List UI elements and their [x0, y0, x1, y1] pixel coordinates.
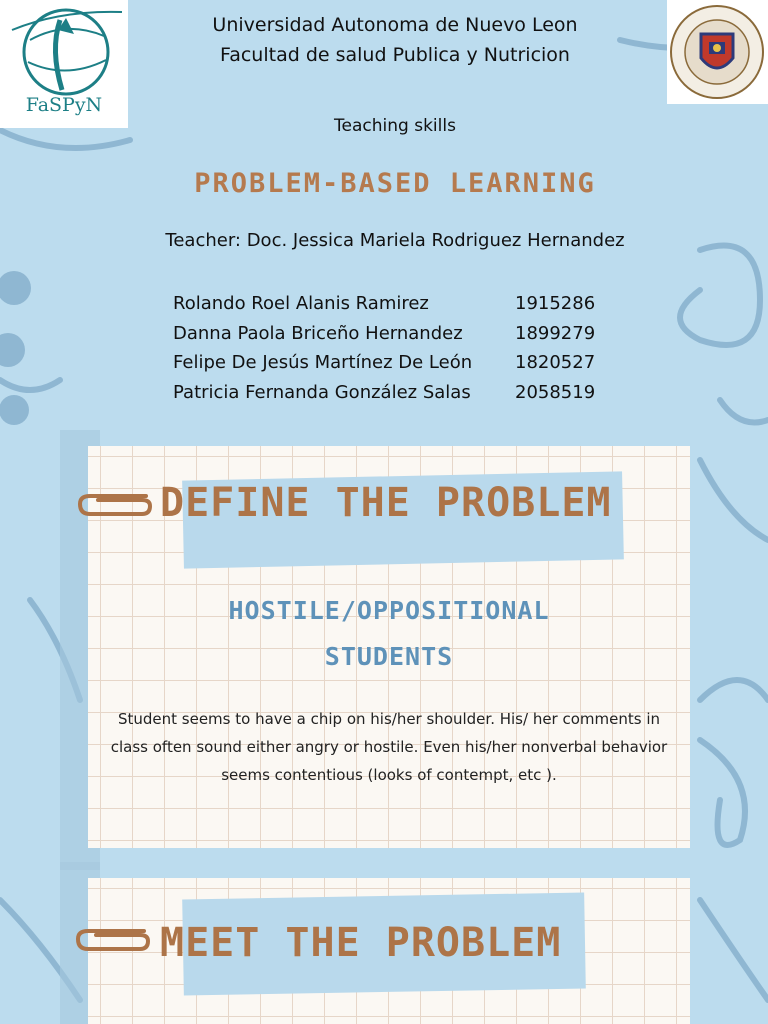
student-name: Felipe De Jesús Martínez De León	[173, 352, 473, 374]
student-name: Danna Paola Briceño Hernandez	[173, 322, 463, 344]
paperclip-icon	[74, 915, 154, 959]
faspyn-logo-text: FaSPyN	[25, 94, 103, 116]
university-name: Universidad Autonoma de Nuevo Leon	[212, 14, 578, 36]
student-name: Rolando Roel Alanis Ramirez	[173, 293, 429, 315]
students-list	[173, 289, 623, 407]
subtitle-line-1: HOSTILE/OPPOSITIONAL	[228, 596, 550, 625]
teacher-name: Teacher: Doc. Jessica Mariela Rodriguez Hernandez	[165, 230, 625, 251]
subtitle-line-2: STUDENTS	[324, 642, 454, 671]
list-item	[173, 348, 623, 378]
meet-problem-title: MEET THE PROBLEM	[160, 920, 562, 966]
student-id: 1915286	[515, 293, 596, 315]
student-id: 2058519	[515, 381, 596, 403]
course-name: Teaching skills	[334, 116, 456, 136]
list-item	[173, 378, 623, 408]
problem-subtitle	[88, 588, 690, 680]
paperclip-icon	[76, 480, 156, 524]
list-item	[173, 289, 623, 319]
define-problem-title: DEFINE THE PROBLEM	[160, 480, 612, 526]
student-id: 1820527	[515, 352, 596, 374]
list-item	[173, 319, 623, 349]
faculty-name: Facultad de salud Publica y Nutricion	[220, 44, 570, 66]
page-title: PROBLEM-BASED LEARNING	[194, 168, 596, 199]
student-name: Patricia Fernanda González Salas	[173, 381, 471, 403]
student-id: 1899279	[515, 322, 596, 344]
problem-description: Student seems to have a chip on his/her shoulder. His/ her comments in class often sound either angry or hostile. Even his/her nonverbal behavior seems contentious (looks of contempt, etc ).	[110, 710, 668, 784]
